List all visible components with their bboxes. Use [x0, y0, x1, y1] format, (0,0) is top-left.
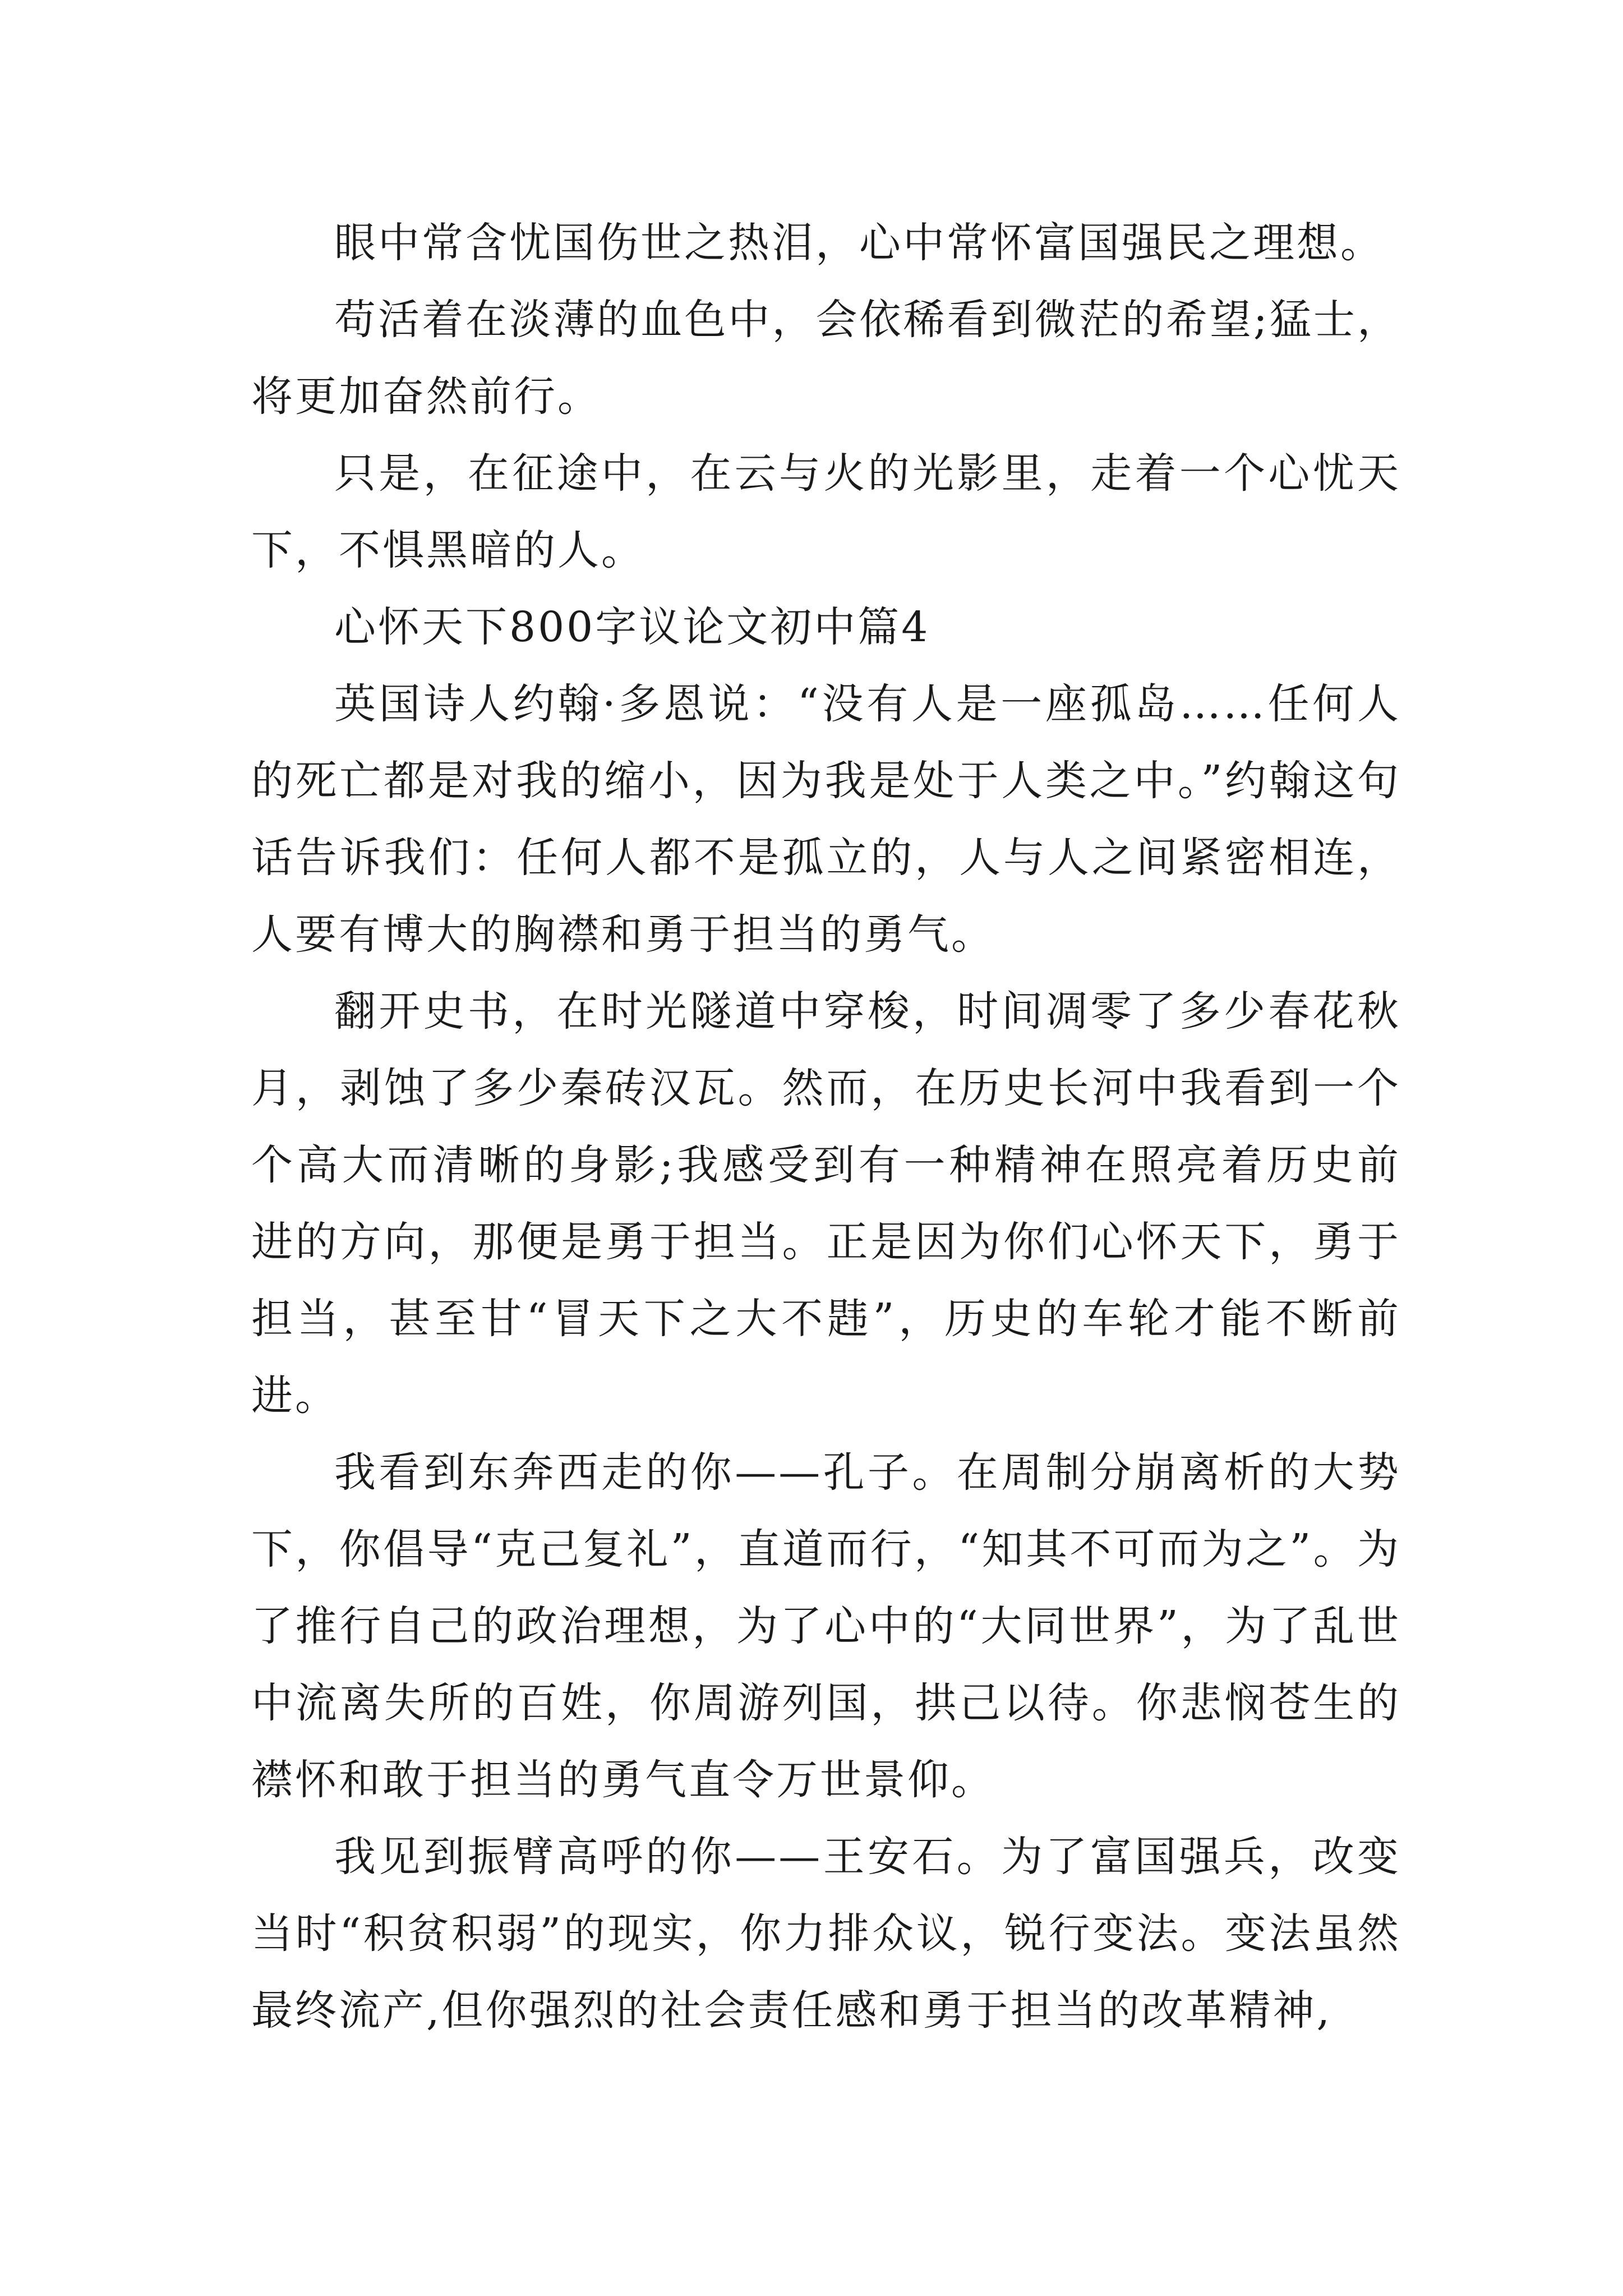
paragraph: 我看到东奔西走的你——孔子。在周制分崩离析的大势下，你倡导“克己复礼”，直道而行，“知其不可而为之”。为了推行自己的政治理想，为了心中的“大同世界”，为了乱世中流离失所的百姓，你周游列国，拱己以待。你悲悯苍生的襟怀和敢于担当的勇气直令万世景仰。 — [251, 1448, 1401, 1804]
paragraph: 只是，在征途中，在云与火的光影里，走着一个心忧天下，不惧黑暗的人。 — [251, 449, 1401, 574]
document-body — [251, 205, 1401, 2049]
paragraph: 我见到振臂高呼的你——王安石。为了富国强兵，改变当时“积贫积弱”的现实，你力排众议，锐行变法。变法虽然最终流产,但你强烈的社会责任感和勇于担当的改革精神, — [251, 1833, 1401, 2035]
paragraph: 翻开史书，在时光隧道中穿梭，时间凋零了多少春花秋月，剥蚀了多少秦砖汉瓦。然而，在历史长河中我看到一个个高大而清晰的身影;我感受到有一种精神在照亮着历史前进的方向，那便是勇于担当。正是因为你们心怀天下，勇于担当，甚至甘“冒天下之大不韪”，历史的车轮才能不断前进。 — [251, 987, 1401, 1420]
paragraph: 英国诗人约翰·多恩说：“没有人是一座孤岛……任何人的死亡都是对我的缩小，因为我是处于人类之中。”约翰这句话告诉我们：任何人都不是孤立的，人与人之间紧密相连，人要有博大的胸襟和勇于担当的勇气。 — [251, 680, 1401, 959]
paragraph: 眼中常含忧国伤世之热泪，心中常怀富国强民之理想。 — [334, 219, 1384, 267]
section-heading: 心怀天下800字议论文初中篇4 — [334, 603, 930, 651]
paragraph: 苟活着在淡薄的血色中，会依稀看到微茫的希望;猛士，将更加奋然前行。 — [251, 296, 1401, 421]
